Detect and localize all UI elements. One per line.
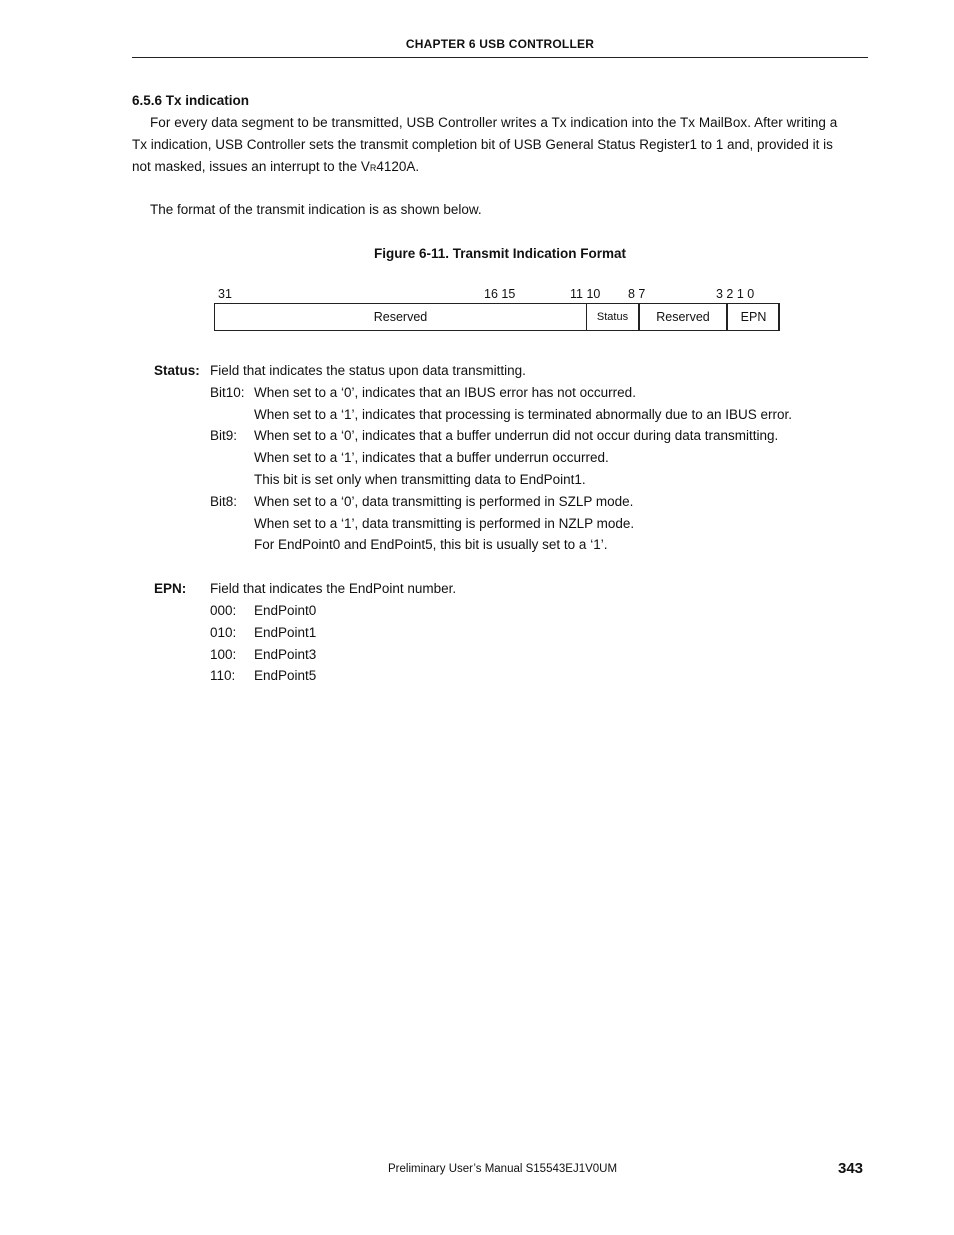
epn-name-010: EndPoint1 <box>254 625 317 640</box>
status-definition: Field that indicates the status upon data transmitting. <box>210 363 526 378</box>
bit-label-31: 31 <box>218 287 232 301</box>
bit8-label: Bit8: <box>210 494 238 509</box>
bit9-line-2: When set to a ‘1’, indicates that a buffer underrun occurred. <box>254 450 609 465</box>
status-term: Status: <box>154 363 200 378</box>
field-epn: EPN <box>740 310 767 324</box>
bit8-line-3: For EndPoint0 and EndPoint5, this bit is usually set to a ‘1’. <box>254 537 608 552</box>
bit10-line-1: When set to a ‘0’, indicates that an IBUS error has not occurred. <box>254 385 636 400</box>
intro-line-3-sub: R <box>369 163 377 173</box>
intro-line-2: Tx indication, USB Controller sets the transmit completion bit of USB General Status Register1 to 1 and, provided it is <box>132 137 833 152</box>
intro-line-3-pre: not masked, issues an interrupt to the V <box>132 159 370 174</box>
bit10-label: Bit10: <box>210 385 245 400</box>
bit-label-8-7: 8 7 <box>628 287 646 301</box>
epn-term: EPN: <box>154 581 187 596</box>
bit9-line-3: This bit is set only when transmitting data to EndPoint1. <box>254 472 586 487</box>
format-sentence: The format of the transmit indication is as shown below. <box>150 202 482 217</box>
epn-code-110: 110: <box>210 668 236 683</box>
epn-code-100: 100: <box>210 647 237 662</box>
bit9-line-1: When set to a ‘0’, indicates that a buffer underrun did not occur during data transmitting. <box>254 428 779 443</box>
chapter-header: CHAPTER 6 USB CONTROLLER <box>405 37 595 51</box>
header-rule <box>132 57 868 58</box>
bit-label-3-0: 3 2 1 0 <box>716 287 755 301</box>
register-diagram <box>214 303 780 331</box>
intro-line-1: For every data segment to be transmitted, USB Controller writes a Tx indication into the Tx MailBox. After writing a <box>150 115 838 130</box>
field-reserved-high: Reserved <box>215 304 587 330</box>
epn-definition: Field that indicates the EndPoint number. <box>210 581 457 596</box>
epn-code-010: 010: <box>210 625 237 640</box>
bit10-line-2: When set to a ‘1’, indicates that processing is terminated abnormally due to an IBUS error. <box>254 407 793 422</box>
section-title: 6.5.6 Tx indication <box>132 93 250 108</box>
epn-name-100: EndPoint3 <box>254 647 317 662</box>
field-reserved-low: Reserved <box>640 304 728 330</box>
epn-code-000: 000: <box>210 603 237 618</box>
intro-line-3-post: 4120A. <box>376 159 420 174</box>
bit-label-16-15: 16 15 <box>484 287 516 301</box>
field-status: Status <box>587 304 640 330</box>
bit9-label: Bit9: <box>210 428 238 443</box>
bit-label-11-10: 11 10 <box>570 287 601 301</box>
footer-manual: Preliminary User’s Manual S15543EJ1V0UM <box>388 1163 618 1175</box>
bit8-line-1: When set to a ‘0’, data transmitting is performed in SZLP mode. <box>254 494 634 509</box>
epn-name-110: EndPoint5 <box>254 668 317 683</box>
figure-title: Figure 6-11. Transmit Indication Format <box>373 246 627 261</box>
intro-line-3 <box>132 156 868 179</box>
intro-paragraph <box>132 112 868 179</box>
bit8-line-2: When set to a ‘1’, data transmitting is performed in NZLP mode. <box>254 516 635 531</box>
page-number: 343 <box>838 1160 864 1177</box>
epn-name-000: EndPoint0 <box>254 603 317 618</box>
